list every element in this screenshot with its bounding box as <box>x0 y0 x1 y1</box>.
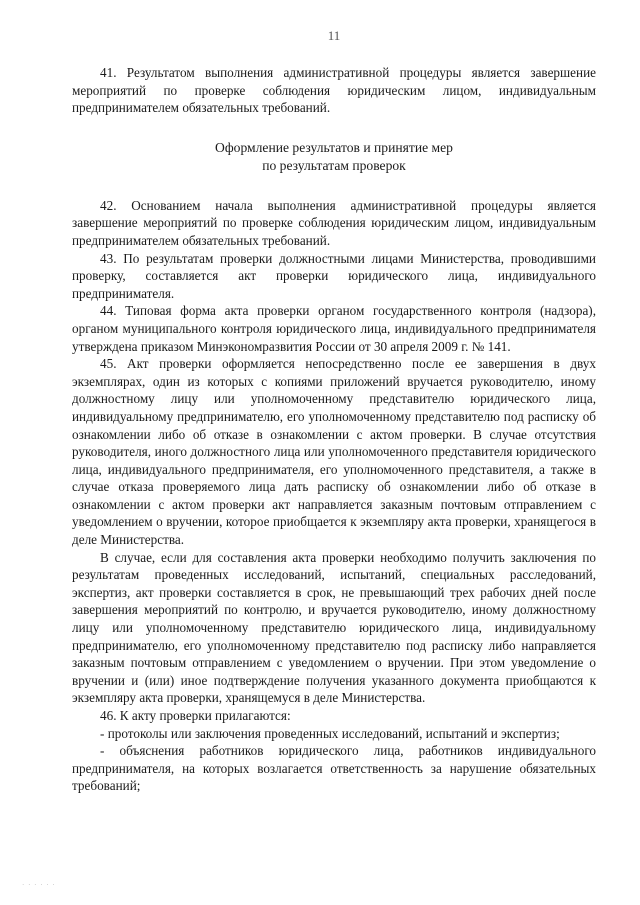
document-page <box>72 28 596 795</box>
list-item-protocols: - протоколы или заключения проведенных исследований, испытаний и экспертиз; <box>100 725 560 741</box>
section-heading-line-1: Оформление результатов и принятие мер <box>215 139 453 155</box>
paragraph-42: 42. Основанием начала выполнения административной процедуры является завершение мероприятий по проверке соблюдения юридическим лицом, индивидуальным предпринимателем обязательных требований. <box>72 197 596 248</box>
paragraph-45-continued: В случае, если для составления акта проверки необходимо получить заключения по результатам проведенных исследований, испытаний, специальных расследований, экспертиз, акт проверки составляется в срок, не превышающий трех рабочих дней после завершения мероприятий по контролю, и вручается руководителю, иному должностному лицу или уполномоченному представителю юридического лица, индивидуальному предпринимателю, его уполномоченному представителю под расписку либо направляется заказным почтовым отправлением с уведомлением о вручении. При этом уведомление о вручении и (или) иное подтверждение получения указанного документа приобщаются к экземпляру акта проверки, хранящемуся в деле Министерства. <box>72 549 596 706</box>
paragraph-41: 41. Результатом выполнения административной процедуры является завершение мероприятий по проверке соблюдения юридическим лицом, индивидуальным предпринимателем обязательных требований. <box>72 65 596 116</box>
section-heading <box>72 139 596 175</box>
page-number: 11 <box>327 28 341 43</box>
paragraph-44: 44. Типовая форма акта проверки органом государственного контроля (надзора), органом муниципального контроля юридического лица, индивидуального предпринимателя утверждена приказом Минэкономразвития России от 30 апреля 2009 г. № 141. <box>72 303 596 354</box>
scan-artifact-mark: · · · · · · <box>22 881 56 889</box>
paragraph-43: 43. По результатам проверки должностными лицами Министерства, проводившими проверку, составляется акт проверки юридического лица, индивидуального предпринимателя. <box>72 250 596 301</box>
paragraph-45: 45. Акт проверки оформляется непосредственно после ее завершения в двух экземплярах, один из которых с копиями приложений вручается руководителю, иному должностному лицу или уполномоченному представителю юридического лица, индивидуальному предпринимателю, его уполномоченному представителю под расписку об ознакомлении либо об отказе в ознакомлении с актом проверки. В случае отсутствия руководителя, иного должностного лица или уполномоченного представителя юридического лица, индивидуального предпринимателя, его уполномоченного представителя, а также в случае отказа проверяемого лица дать расписку об ознакомлении либо об отказе в ознакомлении с актом проверки акт направляется заказным почтовым отправлением с уведомлением о вручении, которое приобщается к экземпляру акта проверки, хранящегося в деле Министерства. <box>72 356 596 548</box>
list-item-explanations: - объяснения работников юридического лица, работников индивидуального предпринимателя, на которых возлагается ответственность за нарушение обязательных требований; <box>72 743 596 794</box>
paragraph-46: 46. К акту проверки прилагаются: <box>100 708 291 723</box>
section-heading-line-2: по результатам проверок <box>262 157 406 173</box>
